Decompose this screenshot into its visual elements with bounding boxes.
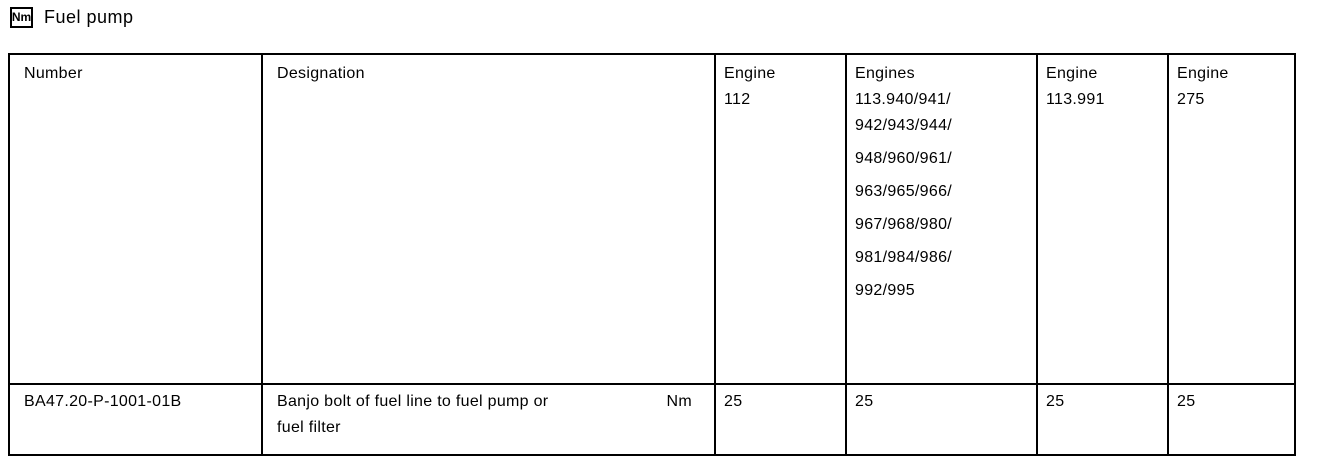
engine-code: 963/965/966/ xyxy=(855,183,953,200)
engine-code: 275 xyxy=(1177,91,1205,108)
page-header xyxy=(10,5,134,29)
column-header-designation xyxy=(263,55,716,383)
column-header-number xyxy=(10,55,263,383)
engine-code: 967/968/980/ xyxy=(855,216,953,233)
column-header-label: Engine xyxy=(724,65,776,82)
engine-code: 113.991 xyxy=(1046,91,1105,108)
column-header-label: Number xyxy=(24,65,83,82)
torque-value: 25 xyxy=(1046,393,1065,410)
torque-value: 25 xyxy=(855,393,874,410)
cell-torque-engine-113-991 xyxy=(1038,383,1169,454)
engine-code: 112 xyxy=(724,91,751,108)
column-header-label: Engines xyxy=(855,65,915,82)
cell-torque-engine-275 xyxy=(1169,383,1294,454)
page-title: Fuel pump xyxy=(44,7,134,27)
cell-designation xyxy=(263,383,716,454)
engine-code: 113.940/941/ xyxy=(855,91,951,108)
cell-torque-engines-113 xyxy=(847,383,1038,454)
column-header-engine-112 xyxy=(716,55,847,383)
engine-code: 992/995 xyxy=(855,282,915,299)
torque-value: 25 xyxy=(724,393,743,410)
engine-code: 981/984/986/ xyxy=(855,249,953,266)
torque-value: 25 xyxy=(1177,393,1196,410)
column-header-engine-275 xyxy=(1169,55,1294,383)
engine-code: 942/943/944/ xyxy=(855,117,953,134)
unit-label: Nm xyxy=(666,393,692,410)
column-header-label: Designation xyxy=(277,65,365,82)
designation-text: Banjo bolt of fuel line to fuel pump or fuel filter xyxy=(277,393,549,436)
engine-code: 948/960/961/ xyxy=(855,150,953,167)
document-number: BA47.20-P-1001-01B xyxy=(24,393,182,410)
cell-document-number xyxy=(10,383,263,454)
torque-unit-icon: Nm xyxy=(10,7,33,28)
column-header-engine-113-991 xyxy=(1038,55,1169,383)
column-header-engines-113 xyxy=(847,55,1038,383)
column-header-label: Engine xyxy=(1177,65,1229,82)
torque-table xyxy=(8,53,1296,456)
cell-torque-engine-112 xyxy=(716,383,847,454)
column-header-label: Engine xyxy=(1046,65,1098,82)
